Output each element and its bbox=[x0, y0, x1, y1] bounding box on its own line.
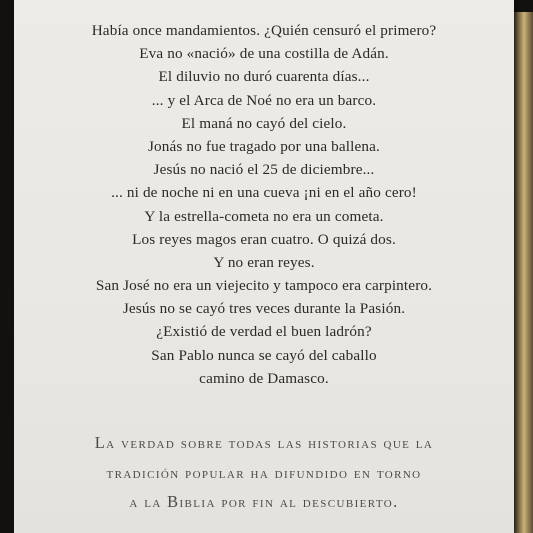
myth-line: camino de Damasco. bbox=[199, 369, 329, 387]
tagline-line: La verdad sobre todas las historias que la bbox=[94, 433, 434, 452]
myth-line: Y la estrella-cometa no era un cometa. bbox=[144, 207, 384, 225]
myth-line: Los reyes magos eran cuatro. O quizá dos. bbox=[132, 230, 396, 248]
myth-line: Y no eran reyes. bbox=[213, 253, 315, 271]
myth-list bbox=[14, 19, 514, 390]
myth-line: San Pablo nunca se cayó del caballo bbox=[151, 346, 377, 364]
tagline-line: a la Biblia por fin al descubierto. bbox=[129, 492, 399, 511]
myth-line: Jesús no nació el 25 de diciembre... bbox=[153, 161, 375, 179]
myth-line: San José no era un viejecito y tampoco era carpintero. bbox=[95, 277, 433, 295]
myth-line: ¿Existió de verdad el buen ladrón? bbox=[156, 323, 372, 341]
myth-line: Jonás no fue tragado por una ballena. bbox=[147, 137, 381, 155]
myth-line: Había once mandamientos. ¿Quién censuró el primero? bbox=[91, 22, 437, 39]
myth-line: Eva no «nació» de una costilla de Adán. bbox=[139, 45, 389, 63]
tagline-line: tradición popular ha difundido en torno bbox=[106, 462, 422, 482]
tagline bbox=[14, 428, 514, 517]
book-spine-edge bbox=[513, 12, 533, 533]
myth-line: Jesús no se cayó tres veces durante la Pasión. bbox=[122, 300, 406, 318]
myth-line: El diluvio no duró cuarenta días... bbox=[158, 68, 370, 86]
back-cover bbox=[14, 0, 514, 533]
myth-line: ... y el Arca de Noé no era un barco. bbox=[151, 91, 377, 109]
myth-line: El maná no cayó del cielo. bbox=[181, 114, 347, 132]
myth-line: ... ni de noche ni en una cueva ¡ni en el año cero! bbox=[111, 184, 417, 202]
